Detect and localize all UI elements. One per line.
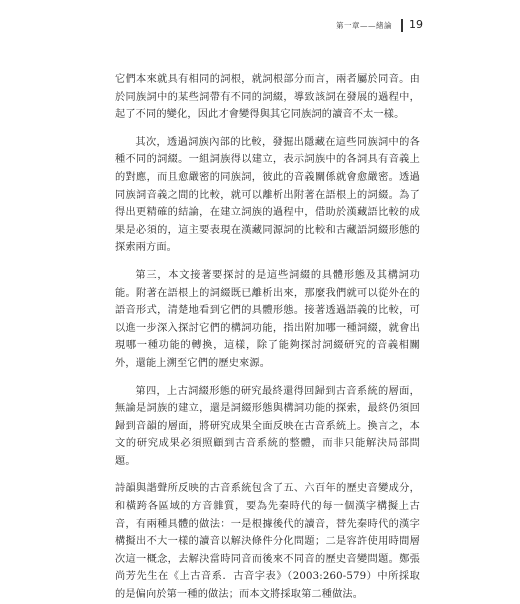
paragraph-fourth-point: 第四，上古詞綴形態的研究最終還得回歸到古音系統的層面，無論是詞族的建立，還是詞綴形態與構詞功能的探索，最終仍須回歸到音韻的層面，將研究成果全面反映在古音系統上。換言之，本文的研究成果必須照顧到古音系統的整體，而非只能解決局部問題。	[115, 385, 420, 467]
paragraph-rhyme-discussion: 詩韻與諧聲所反映的古音系統包含了五、六百年的歷史音變成分，和橫跨各區域的方音雜質，要為先秦時代的每一個漢字構擬上古音，有兩種具體的做法：一是根據後代的讀音，替先秦時代的漢字構擬出不大一樣的讀音以解決條件分化問題；二是容許使用時間層次這一概念，去解決當時同音而後來不同音的歷史音變問題。鄭張尚芳先生在《上古音系．古音字表》（2003:260-579）中所採取的是偏向於第一種的做法；而本文將採取第二種做法。	[115, 483, 420, 601]
running-header	[0, 19, 520, 33]
page-number: 19	[409, 18, 423, 31]
chapter-title: 第一章——緒論	[336, 21, 392, 30]
paragraph-third-point: 第三，本文接著要探討的是這些詞綴的具體形態及其構詞功能。附著在語根上的詞綴既已離析出來，那麼我們就可以從外在的語音形式，清楚地看到它們的具體形態。接著透過語義的比較，可以進一步深入探討它們的構詞功能，指出附加哪一種詞綴，就會出現哪一種功能的轉換，這樣，除了能夠探討詞綴研究的音義相關外，還能上溯至它們的歷史來源。	[115, 269, 420, 369]
paragraph-continuation: 它們本來就具有相同的詞根，就詞根部分而言，兩者屬於同音。由於同族詞中的某些詞帶有不同的詞綴，導致該詞在發展的過程中，起了不同的變化，因此才會變得與其它同族詞的讀音不太一樣。	[115, 74, 420, 121]
paragraph-second-point: 其次，透過詞族內部的比較，發掘出隱藏在這些同族詞中的各種不同的詞綴。一組詞族得以建立，表示詞族中的各詞具有音義上的對應，而且愈嚴密的同族詞，彼此的音義關係就會愈嚴密。透過同族詞音義之間的比較，就可以離析出附著在語根上的詞綴。為了得出更精確的結論，在建立詞族的過程中，借助於漢藏語比較的成果是必須的，這主要表現在漢藏同源詞的比較和古藏語詞綴形態的探索兩方面。	[115, 136, 420, 254]
header-divider	[401, 19, 403, 32]
body-text	[115, 71, 420, 604]
